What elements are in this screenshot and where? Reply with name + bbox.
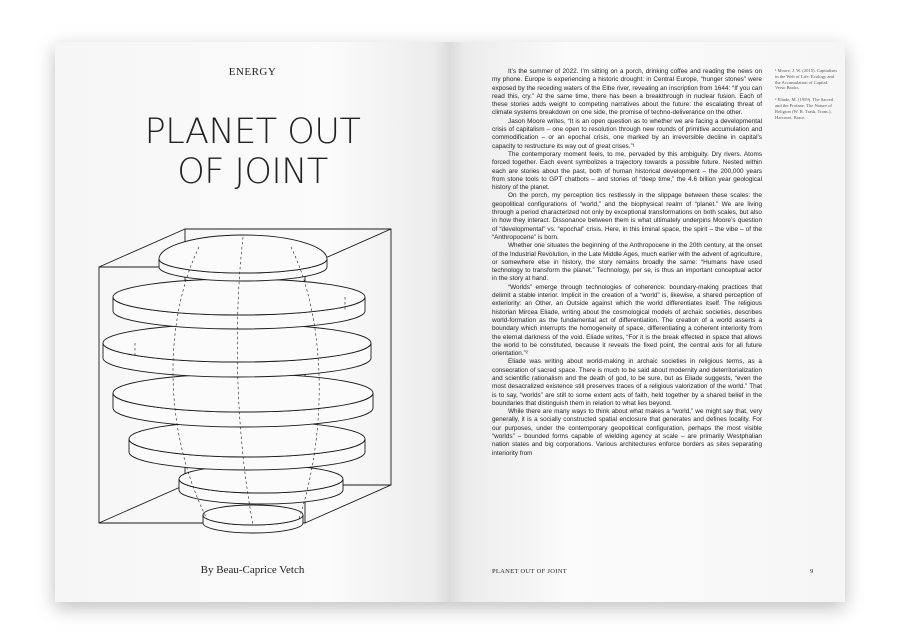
article-title: [55, 112, 450, 192]
footnote: ¹ Moore, J. W. (2015). Capitalism in the Web of Life: Ecology and the Accumulation of Capital. Verso Books.: [775, 68, 837, 91]
paragraph: “Worlds” emerge through technologies of coherence: boundary-making practices that delimit a stable interior. Implicit in the creation of a “world” is, likewise, a shared perception of exteriority: an Other, an Outside against which the world differentiates itself. The religious historian Mircea Eliade, writing about the cosmological models of archaic societies, describes world-formation as the fundamental act of differentiation. The creation of a world asserts a boundary which interrupts the homogeneity of space, differentiating a coherent interiority from the eternal darkness of the void. Eliade writes, “For it is the break effected in space that allows the world to be constituted, because it reveals the fixed point, the central axis for all future orientation.”²: [492, 283, 762, 358]
paragraph: On the porch, my perception tics restlessly in the slippage between these scales: the geopolitical configurations of “world,” and the biophysical realm of “planet.” We are living through a period characterized not only by exceptional transformations on both scales, but also in how they interact. Dissonance between them is what ultimately underpins Moore’s question of “developmental” vs. “epochal” crisis. Here, in this liminal space, the spirit – the vibe – of the “Anthropocene” is born.: [492, 192, 762, 241]
footnotes: [775, 68, 837, 126]
magazine-spread: [55, 42, 845, 602]
paragraph: Jason Moore writes, “It is an open question as to whether we are facing a developmental crisis of capitalism – one open to resolution through new rounds of primitive accumulation and commodification – or an epochal crisis, one marked by an irreversible decline in capital’s capacity to restructure its way out of great crises.”¹: [492, 117, 762, 150]
section-label: ENERGY: [228, 66, 277, 78]
title-line: PLANET OUT: [144, 112, 361, 152]
byline: By Beau-Caprice Vetch: [200, 564, 305, 576]
paragraph: Whether one situates the beginning of the Anthropocene in the 20th century, at the onset of the Industrial Revolution, in the Late Middle Ages, much earlier with the advent of agriculture, or somewhere else in history, the story remains broadly the same: “Humans have used technology to transform the planet.” Technology, per se, is thus an important conceptual actor in the story at hand.: [492, 242, 762, 283]
footnote: ² Eliade, M. (1959). The Sacred and the Profane: The Nature of Religion (W. R. Trask, Trans.). Harcourt, Brace.: [775, 97, 834, 120]
running-footer: PLANET OUT OF JOINT: [492, 568, 567, 575]
page-number: 9: [810, 568, 814, 575]
paragraph: The contemporary moment feels, to me, pervaded by this ambiguity. Dry rivers. Atoms forced together. Each event symbolizes a trajectory towards a possible future. Nested within each are stories about the past, both of human historical development – the 200,000 years from stone tools to GPT chatbots – and stories of “deep time,” the 4.6 billion year geological history of the planet.: [492, 150, 762, 192]
article-body: [492, 68, 762, 458]
title-line: OF JOINT: [177, 152, 328, 192]
left-page: [55, 42, 450, 602]
paragraph: Eliade was writing about world-making in archaic societies in religious terms, as a consecration of sacred space. There is much to be said about modernity and deterritorialization and scientific rationalism and the death of god, to be sure, but as Eliade suggests, “even the most desacralized existence still preserves traces of a religious valorization of the world.” That is to say, “worlds” are still to some extent acts of faith, held together by a shared belief in the boundaries that distinguish them in relation to what lies beyond.: [492, 358, 762, 407]
right-page: [450, 42, 845, 602]
paragraph: While there are many ways to think about what makes a “world,” we might say that, very generally, it is a socially constructed spatial enclosure that generates and defines locality. For our purposes, under the contemporary geopolitical configuration, perhaps the most visible “worlds” – bounded forms capable of wielding agency at scale – are primarily Westphalian nation states and big corporations. Various architectures enforce borders as sites separating interiority from: [492, 408, 762, 457]
sliced-sphere-in-cube-illustration: [95, 227, 415, 582]
paragraph: It’s the summer of 2022. I’m sitting on a porch, drinking coffee and reading the news on my phone. Europe is experiencing a historic drought: in Central Europe, “hunger stones” were exposed by the receding waters of the Elbe river, revealing an inscription from 1644: “If you can read this, cry.” At the same time, there has been a breakthrough in nuclear fusion. Each of these stories adds weight to competing narratives about the future: the escalating threat of climate systems breakdown on one side, the promise of techno-deliverance on the other.: [492, 68, 762, 117]
